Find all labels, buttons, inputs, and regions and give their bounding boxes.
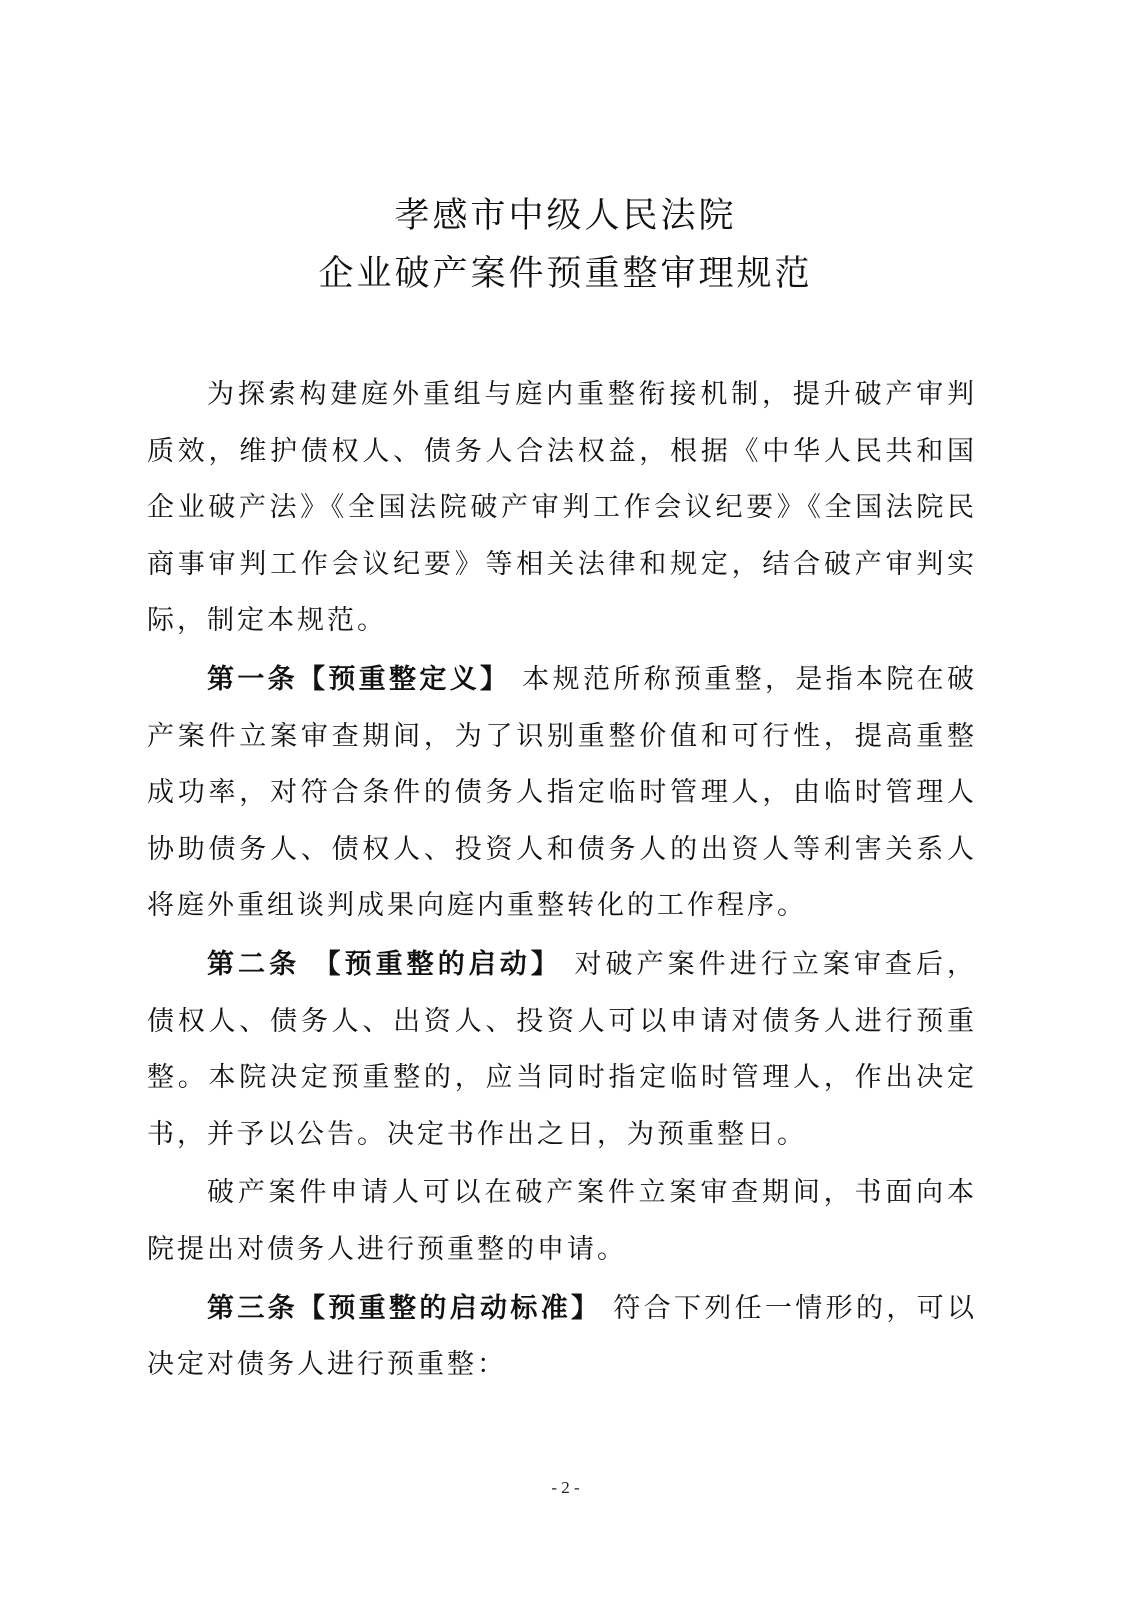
article-1-paragraph — [147, 652, 977, 935]
document-title-line1: 孝感市中级人民法院 — [394, 196, 737, 236]
article-2-sub-text: 破产案件申请人可以在破产案件立案审查期间，书面向本院提出对债务人进行预重整的申请。 — [147, 1177, 977, 1265]
document-body — [147, 367, 977, 1396]
article-3-paragraph — [147, 1281, 977, 1394]
article-2-paragraph — [147, 937, 977, 1163]
article-2-subparagraph — [147, 1165, 977, 1278]
article-2-heading: 第二条 【预重整的启动】 — [207, 948, 562, 980]
article-1-heading: 第一条【预重整定义】 — [207, 663, 511, 695]
article-3-heading: 第三条【预重整的启动标准】 — [207, 1292, 602, 1324]
preamble-paragraph: 为探索构建庭外重组与庭内重整衔接机制，提升破产审判质效，维护债权人、债务人合法权益，根据《中华人民共和国企业破产法》《全国法院破产审判工作会议纪要》《全国法院民商事审判工作会议纪要》等相关法律和规定，结合破产审判实际，制定本规范。 — [147, 379, 977, 637]
article-2-text: 对破产案件进行立案审查后，债权人、债务人、出资人、投资人可以申请对债务人进行预重整。本院决定预重整的，应当同时指定临时管理人，作出决定书，并予以公告。决定书作出之日，为预重整日。 — [147, 948, 977, 1150]
article-3-text: 符合下列任一情形的，可以决定对债务人进行预重整： — [147, 1292, 977, 1381]
page-number: - 2 - — [551, 1478, 580, 1497]
article-1-text: 本规范所称预重整，是指本院在破产案件立案审查期间，为了识别重整价值和可行性，提高重整成功率，对符合条件的债务人指定临时管理人，由临时管理人协助债务人、债权人、投资人和债务人的出资人等利害关系人将庭外重组谈判成果向庭内重整转化的工作程序。 — [147, 663, 978, 922]
document-title-line2: 企业破产案件预重整审理规范 — [318, 254, 813, 294]
